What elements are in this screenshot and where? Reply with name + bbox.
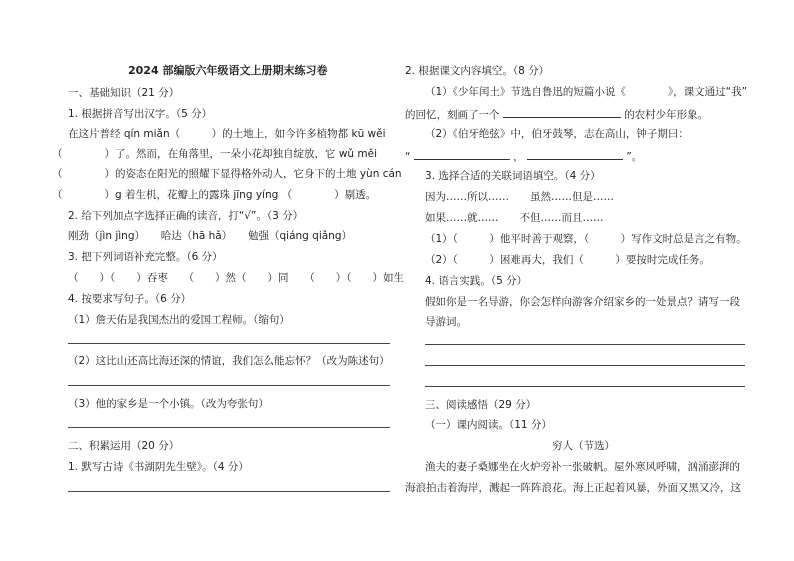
section-3-subheading: （一）课内阅读。（11 分） <box>425 419 552 431</box>
answer-line[interactable] <box>68 343 390 344</box>
section-1-heading: 一、基础知识（21 分） <box>68 87 180 99</box>
q7-item-2: （2）（ ）困难再大，我们（ ）要按时完成任务。 <box>425 254 710 266</box>
q4-item-1: （1）詹天佑是我国杰出的爱国工程师。（缩句） <box>68 314 290 326</box>
q6-item-1b-prefix: 的回忆，刻画了一个 <box>405 109 500 121</box>
q1-line-1: 在这片普经 qín miǎn（ ）的土地上，如今许多植物都 kū wěi <box>68 128 386 140</box>
q6-item-1a: （1）《少年闰土》节选自鲁迅的短篇小说《 》，课文通过“我” <box>425 86 748 98</box>
q3-items: （ ）（ ）吞枣 （ ）然（ ）同 （ ）（ ）如生 <box>68 272 404 284</box>
q8-line-1: 假如你是一名导游，你会怎样向游客介绍家乡的一处景点？请写一段 <box>425 296 740 308</box>
close-quote: ”。 <box>626 151 643 163</box>
answer-line[interactable] <box>425 344 745 345</box>
passage-title: 穷人（节选） <box>552 440 615 452</box>
q3-heading: 3. 把下列词语补充完整。（6 分） <box>68 251 223 263</box>
q6-item-2b <box>405 148 642 164</box>
fill-blank[interactable] <box>527 148 623 160</box>
q6-item-2a: （2）《伯牙绝弦》中，伯牙鼓琴，志在高山，钟子期曰： <box>425 128 689 140</box>
answer-line[interactable] <box>425 386 745 387</box>
q2-heading: 2. 给下列加点字选择正确的读音，打“√”。（3 分） <box>68 210 304 222</box>
passage-line-1: 渔夫的妻子桑娜坐在火炉旁补一张破帆。屋外寒风呼啸，汹涌澎湃的 <box>425 461 740 473</box>
q2-items: 刚劲（jìn jìng） 哈达（hā hǎ） 勉强（qiáng qiǎng） <box>68 230 353 242</box>
answer-line[interactable] <box>68 427 390 428</box>
comma: ， <box>513 151 524 163</box>
answer-line[interactable] <box>68 491 390 492</box>
q1-heading: 1. 根据拼音写出汉字。（5 分） <box>68 108 213 120</box>
q7-options-1: 因为……所以…… 虽然……但是…… <box>425 191 614 203</box>
q8-heading: 4. 语言实践。（5 分） <box>425 275 528 287</box>
q7-options-2: 如果……就…… 不但……而且…… <box>425 212 604 224</box>
exam-title: 2024 部编版六年级语文上册期末练习卷 <box>128 64 328 77</box>
q4-item-2: （2）这比山还高比海还深的情谊，我们怎么能忘怀？（改为陈述句） <box>68 355 390 367</box>
section-2-heading: 二、积累运用（20 分） <box>68 440 180 452</box>
q7-item-1: （1）（ ）他平时善于观察，（ ）写作文时总是言之有物。 <box>425 233 747 245</box>
q8-line-2: 导游词。 <box>425 316 467 328</box>
q7-heading: 3. 选择合适的关联词语填空。（4 分） <box>425 170 601 182</box>
q4-heading: 4. 按要求写句子。（6 分） <box>68 293 192 305</box>
q1-line-4: （ ）g 着生机，花瓣上的露珠 jīng yíng （ ）剔透。 <box>52 189 377 201</box>
q6-item-1b-suffix: 的农村少年形象。 <box>624 109 709 121</box>
q6-heading: 2. 根据课文内容填空。（8 分） <box>405 65 550 77</box>
answer-line[interactable] <box>425 365 745 366</box>
q4-item-3: （3）他的家乡是一个小镇。（改为夸张句） <box>68 398 269 410</box>
fill-blank[interactable] <box>503 106 621 118</box>
fill-blank[interactable] <box>414 148 510 160</box>
q1-line-2: （ ）了。然而，在角落里，一朵小花却独自绽放，它 wǔ měi <box>52 148 378 160</box>
q1-line-3: （ ）的姿态在阳光的照耀下显得格外动人，它身下的土地 yùn cán <box>52 168 402 180</box>
section-3-heading: 三、阅读感悟（29 分） <box>425 399 537 411</box>
q6-item-1b <box>405 106 708 122</box>
passage-line-2: 海浪拍击着海岸，溅起一阵阵浪花。海上正起着风暴，外面又黑又冷，这 <box>405 482 741 494</box>
open-quote: “ <box>405 151 411 163</box>
q5-heading: 1. 默写古诗《书湖阴先生壁》。（4 分） <box>68 461 249 473</box>
answer-line[interactable] <box>68 385 390 386</box>
